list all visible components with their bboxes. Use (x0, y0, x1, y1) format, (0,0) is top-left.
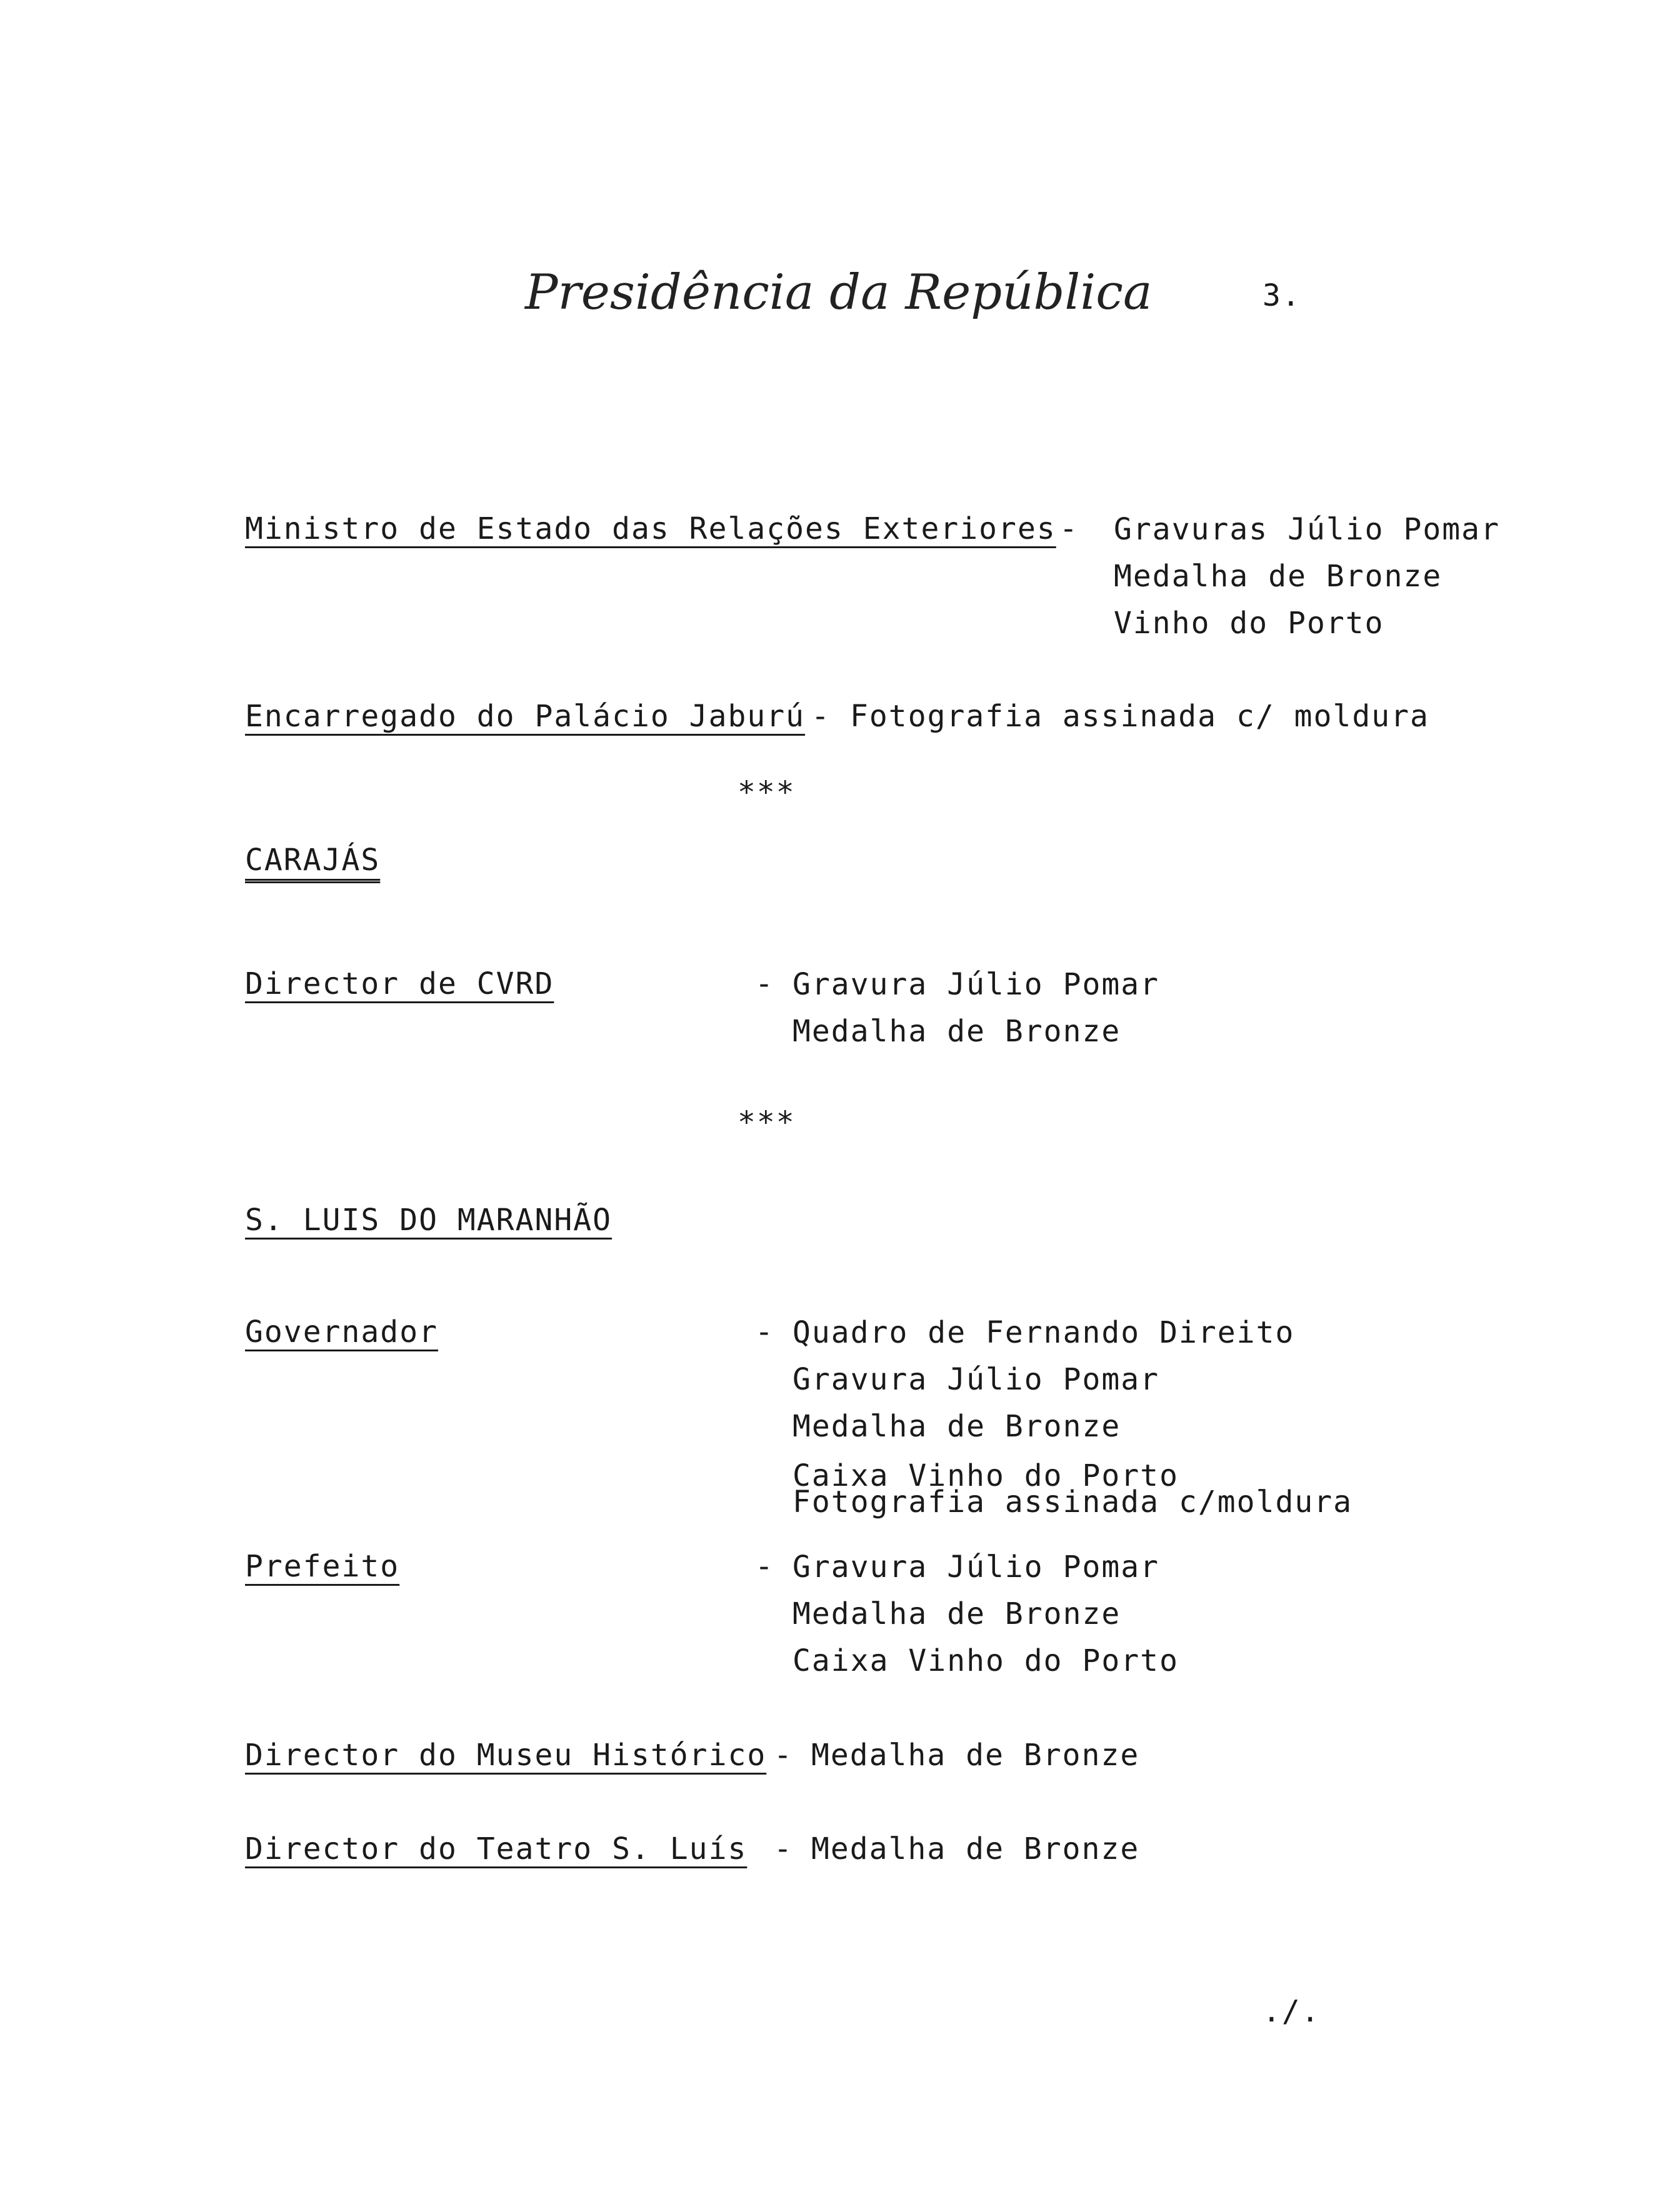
dash: - (774, 1738, 793, 1773)
gift-item: Medalha de Bronze (792, 1014, 1121, 1049)
gift-item: Fotografia assinada c/ moldura (850, 699, 1429, 734)
section-title-sao-luis: S. LUIS DO MARANHÃO (245, 1203, 612, 1238)
continuation-mark: ./. (1262, 1994, 1321, 2029)
recipient-director-teatro: Director do Teatro S. Luís (245, 1831, 748, 1866)
gift-item: Medalha de Bronze (1114, 559, 1442, 594)
gift-list (792, 1544, 1179, 1685)
recipient-encarregado: Encarregado do Palácio Jaburú (245, 699, 806, 734)
gift-item: Fotografia assinada c/moldura (792, 1485, 1353, 1520)
gift-item: Gravura Júlio Pomar (792, 1362, 1160, 1397)
dash: - (755, 1549, 774, 1584)
recipient-governador: Governador (245, 1315, 438, 1350)
recipient-director-museu: Director do Museu Histórico (245, 1738, 767, 1773)
gift-item: Medalha de Bronze (792, 1596, 1121, 1631)
recipient-ministro: Ministro de Estado das Relações Exteriores (245, 511, 1056, 546)
recipient-prefeito: Prefeito (245, 1549, 400, 1584)
dash: - (755, 1315, 774, 1350)
gift-item: Gravura Júlio Pomar (792, 967, 1160, 1002)
separator: *** (738, 1105, 796, 1140)
gift-item: Gravura Júlio Pomar (792, 1550, 1160, 1585)
gift-item: Medalha de Bronze (811, 1738, 1140, 1773)
gift-item: Caixa Vinho do Porto (792, 1643, 1179, 1678)
gift-list (792, 961, 1159, 1055)
separator: *** (738, 775, 796, 810)
gift-item: Medalha de Bronze (811, 1831, 1140, 1866)
gift-item: Gravuras Júlio Pomar (1114, 512, 1500, 547)
gift-list (792, 1458, 1353, 1520)
gift-item: Caixa Vinho do Porto (792, 1458, 1179, 1493)
dash: - (755, 966, 774, 1001)
recipient-director-cvrd: Director de CVRD (245, 966, 554, 1001)
gift-list (1114, 506, 1500, 647)
dash: - (811, 699, 831, 734)
letterhead: Presidência da República (525, 264, 1152, 321)
gift-item: Medalha de Bronze (792, 1409, 1121, 1444)
dash: - (1059, 511, 1079, 546)
page-number: 3. (1262, 278, 1301, 313)
dash: - (774, 1831, 793, 1866)
gift-item: Vinho do Porto (1114, 606, 1384, 641)
section-title-carajas: CARAJÁS (245, 843, 381, 878)
gift-item: Quadro de Fernando Direito (792, 1315, 1295, 1350)
gift-list (792, 1310, 1294, 1450)
